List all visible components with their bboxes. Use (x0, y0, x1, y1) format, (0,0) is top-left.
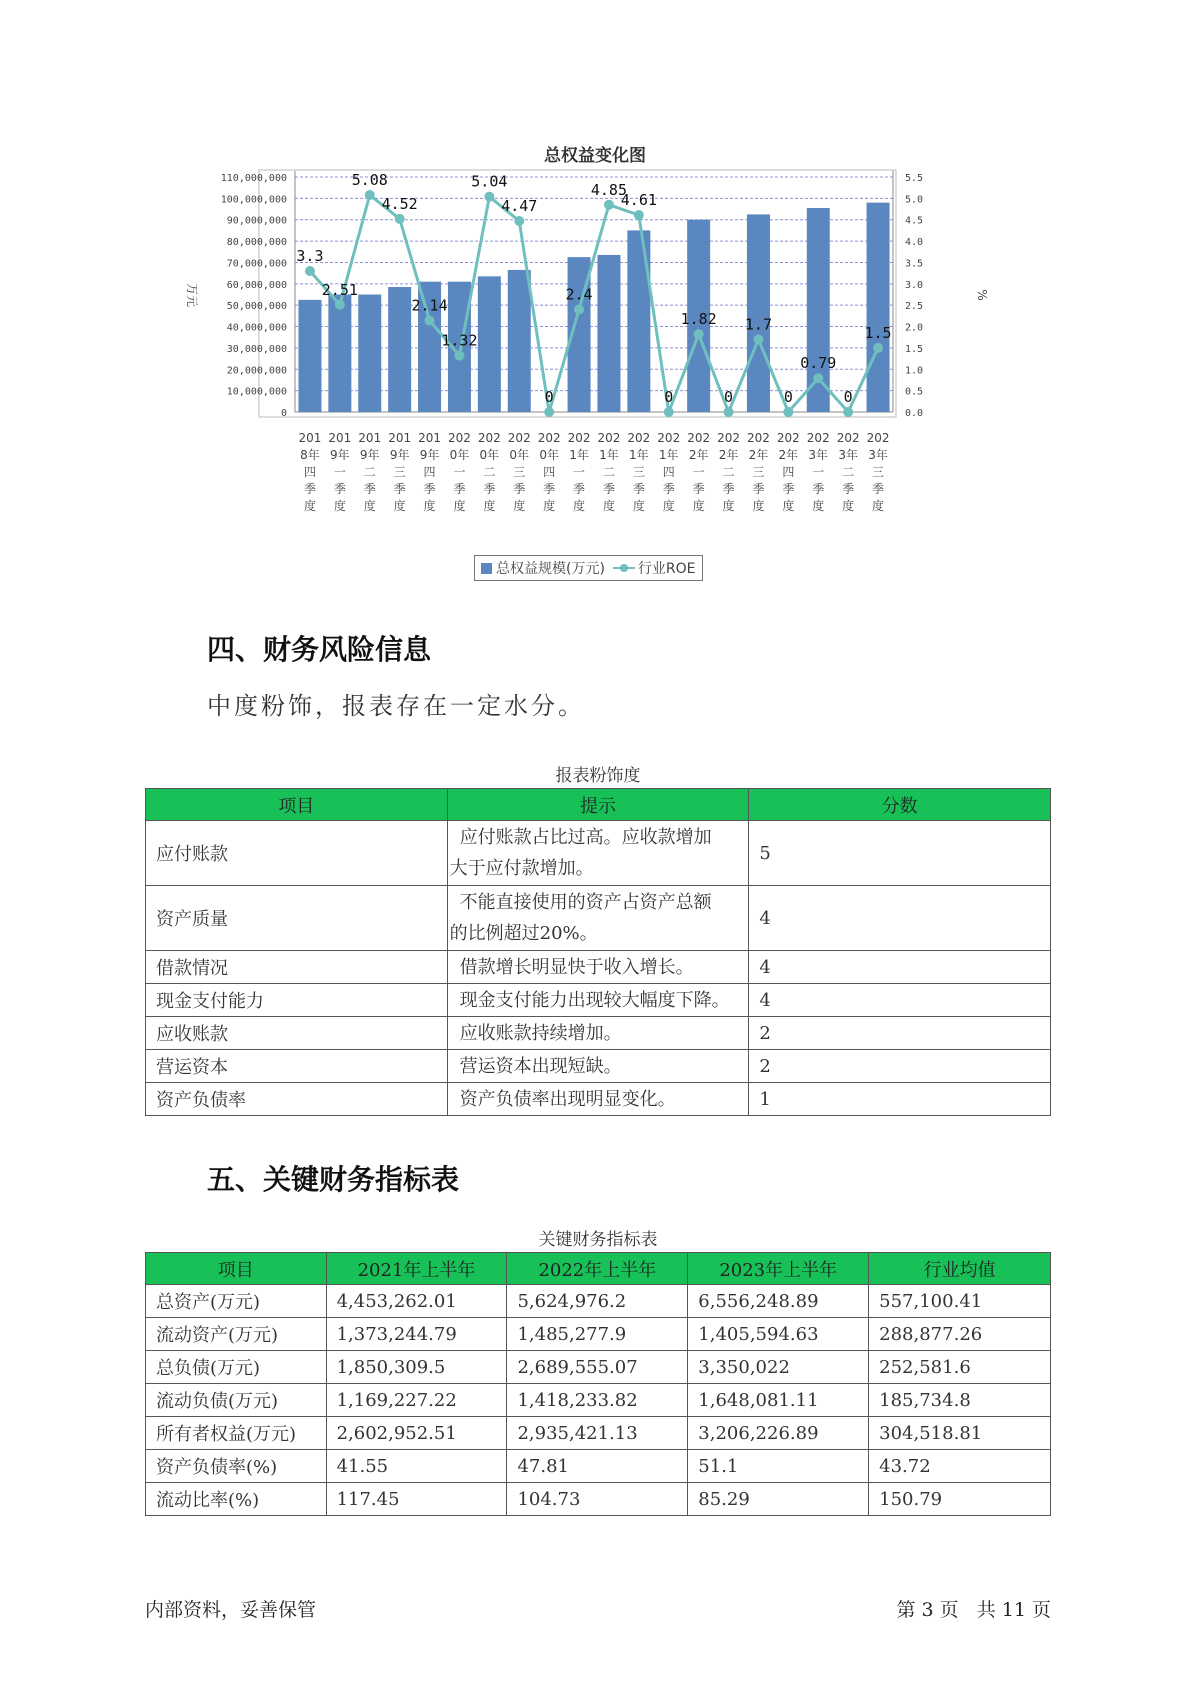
item-cell: 流动资产(万元) (146, 1318, 327, 1351)
roe-point (753, 334, 763, 344)
x-tick-label: 201 9年二季度 (358, 431, 382, 513)
value-cell: 2,602,952.51 (326, 1417, 507, 1450)
value-cell: 2,935,421.13 (507, 1417, 688, 1450)
y-tick-label: 80,000,000 (226, 237, 287, 249)
item-cell: 所有者权益(万元) (146, 1417, 327, 1450)
y-tick-label: 60,000,000 (226, 279, 287, 291)
hint-line: 应收账款持续增加。 (459, 1022, 622, 1044)
item-cell: 资产质量 (146, 886, 448, 951)
roe-point (664, 407, 674, 417)
bar (298, 300, 321, 412)
roe-point (574, 304, 584, 314)
y-tick-label: 0 (280, 408, 287, 419)
y-tick-label: 50,000,000 (226, 301, 287, 313)
y2-tick-label: 0.5 (905, 386, 924, 398)
hint-line: 的比例超过20%。 (449, 923, 598, 944)
value-cell: 6,556,248.89 (688, 1285, 869, 1318)
y2-tick-label: 4.5 (905, 215, 924, 227)
value-cell: 3,350,022 (688, 1351, 869, 1384)
hint-cell (447, 984, 749, 1017)
hint-cell (447, 1083, 749, 1116)
hint-cell (447, 1050, 749, 1083)
value-cell: 1,418,233.82 (507, 1384, 688, 1417)
bar (597, 255, 620, 412)
roe-data-label: 5.04 (471, 172, 508, 191)
table-row (146, 1450, 1051, 1483)
y-tick-label: 20,000,000 (226, 365, 287, 377)
x-tick-label: 202 0年一季度 (447, 431, 471, 513)
equity-chart (160, 135, 1030, 595)
value-cell: 5,624,976.2 (507, 1285, 688, 1318)
y2-tick-label: 4.0 (905, 237, 924, 249)
roe-data-label: 1.7 (744, 315, 772, 334)
table-row (146, 821, 1051, 886)
value-cell: 1,405,594.63 (688, 1318, 869, 1351)
roe-point (425, 316, 435, 326)
roe-point (873, 343, 883, 353)
table-row (146, 1083, 1051, 1116)
bar (478, 276, 501, 412)
score-cell: 4 (749, 886, 1051, 951)
y-tick-label: 110,000,000 (220, 173, 287, 184)
roe-data-label: 0 (843, 388, 853, 406)
value-cell: 3,206,226.89 (688, 1417, 869, 1450)
roe-point (544, 407, 554, 417)
value-cell: 1,485,277.9 (507, 1318, 688, 1351)
bar (388, 287, 411, 412)
table-row (146, 1285, 1051, 1318)
roe-data-label: 0.79 (800, 354, 837, 373)
item-cell: 应收账款 (146, 1017, 448, 1050)
y-tick-label: 90,000,000 (226, 215, 287, 227)
value-cell: 288,877.26 (869, 1318, 1051, 1351)
hint-line: 大于应付款增加。 (449, 858, 594, 879)
roe-point (783, 407, 793, 417)
x-tick-label: 202 3年一季度 (806, 431, 830, 513)
x-tick-label: 202 1年二季度 (597, 431, 621, 513)
item-cell: 总资产(万元) (146, 1285, 327, 1318)
table-row (146, 1384, 1051, 1417)
y2-tick-label: 1.5 (905, 343, 924, 355)
table-row (146, 1483, 1051, 1516)
value-cell: 304,518.81 (869, 1417, 1051, 1450)
roe-point (724, 407, 734, 417)
indicator-table-caption: 关键财务指标表 (538, 1230, 658, 1250)
legend-bar-swatch (481, 563, 492, 574)
y-tick-label: 70,000,000 (226, 258, 287, 270)
item-cell: 资产负债率(%) (146, 1450, 327, 1483)
roe-data-label: 0 (783, 388, 793, 406)
chart-legend (474, 555, 703, 581)
item-cell: 应付账款 (146, 821, 448, 886)
value-cell: 252,581.6 (869, 1351, 1051, 1384)
header-cell: 项目 (146, 789, 448, 821)
hint-line: 营运资本出现短缺。 (459, 1055, 622, 1077)
hint-cell (447, 821, 749, 886)
y2-tick-label: 5.0 (905, 194, 924, 206)
value-cell: 47.81 (507, 1450, 688, 1483)
value-cell: 557,100.41 (869, 1285, 1051, 1318)
hint-cell (447, 886, 749, 951)
hint-line: 应付账款占比过高。应收款增加 (459, 827, 712, 848)
value-cell: 150.79 (869, 1483, 1051, 1516)
item-cell: 现金支付能力 (146, 984, 448, 1017)
table-row (146, 984, 1051, 1017)
value-cell: 2,689,555.07 (507, 1351, 688, 1384)
roe-data-label: 5.08 (351, 170, 388, 189)
value-cell: 1,373,244.79 (326, 1318, 507, 1351)
y2-tick-label: 3.0 (905, 279, 924, 291)
roe-data-label: 4.61 (620, 191, 657, 210)
roe-data-label: 0 (544, 388, 554, 406)
roe-point (604, 200, 614, 210)
roe-data-label: 1.32 (441, 331, 478, 350)
value-cell: 185,734.8 (869, 1384, 1051, 1417)
item-cell: 流动负债(万元) (146, 1384, 327, 1417)
value-cell: 4,453,262.01 (326, 1285, 507, 1318)
roe-point (843, 407, 853, 417)
risk-table (145, 788, 1051, 1116)
table-row (146, 886, 1051, 951)
hint-cell (447, 951, 749, 984)
table-row (146, 1050, 1051, 1083)
y2-tick-label: 1.0 (905, 365, 924, 377)
item-cell: 资产负债率 (146, 1083, 448, 1116)
x-tick-label: 202 2年四季度 (776, 431, 800, 513)
bar (744, 214, 772, 412)
header-cell: 2023年上半年 (688, 1253, 869, 1285)
y2-axis-label: % (975, 289, 989, 301)
table-row (146, 1351, 1051, 1384)
x-tick-label: 202 1年四季度 (657, 431, 681, 513)
x-tick-label: 202 0年三季度 (507, 431, 531, 513)
y-tick-label: 10,000,000 (226, 386, 287, 398)
legend-line-label: 行业ROE (637, 561, 696, 577)
score-cell: 2 (749, 1050, 1051, 1083)
item-cell: 流动比率(%) (146, 1483, 327, 1516)
hint-line: 资产负债率出现明显变化。 (459, 1088, 676, 1110)
header-cell: 提示 (447, 789, 749, 821)
roe-point (634, 210, 644, 220)
x-tick-label: 202 2年三季度 (746, 431, 770, 513)
value-cell: 51.1 (688, 1450, 869, 1483)
value-cell: 85.29 (688, 1483, 869, 1516)
chart-title: 总权益变化图 (544, 146, 646, 166)
hint-line: 现金支付能力出现较大幅度下降。 (459, 989, 730, 1011)
score-cell: 1 (749, 1083, 1051, 1116)
chart-plot (160, 135, 1030, 555)
roe-data-label: 0 (664, 388, 674, 406)
header-cell: 行业均值 (869, 1253, 1051, 1285)
roe-data-label: 4.47 (501, 197, 538, 216)
value-cell: 1,850,309.5 (326, 1351, 507, 1384)
value-cell: 43.72 (869, 1450, 1051, 1483)
hint-cell (447, 1017, 749, 1050)
value-cell: 41.55 (326, 1450, 507, 1483)
score-cell: 2 (749, 1017, 1051, 1050)
roe-data-label: 1.82 (680, 310, 717, 329)
hint-line: 不能直接使用的资产占资产总额 (459, 892, 712, 913)
table-row (146, 1417, 1051, 1450)
value-cell: 1,169,227.22 (326, 1384, 507, 1417)
y2-tick-label: 2.0 (905, 322, 924, 334)
roe-data-label: 2.14 (411, 296, 448, 315)
table-row (146, 1017, 1051, 1050)
score-cell: 4 (749, 984, 1051, 1017)
bar (508, 270, 531, 412)
bar (328, 295, 351, 413)
value-cell: 1,648,081.11 (688, 1384, 869, 1417)
section-5-title: 五、关键财务指标表 (207, 1163, 460, 1196)
y2-tick-label: 5.5 (905, 173, 924, 184)
x-tick-label: 201 9年一季度 (328, 431, 352, 513)
roe-point (365, 190, 375, 200)
legend-line-swatch (613, 563, 635, 573)
risk-table-caption: 报表粉饰度 (555, 766, 641, 786)
x-tick-label: 202 3年二季度 (836, 431, 860, 513)
footer-page-number: 第 3 页 共 11 页 (896, 1599, 1051, 1621)
legend-bar-label: 总权益规模(万元) (496, 561, 605, 577)
y-tick-label: 40,000,000 (226, 322, 287, 334)
hint-line: 借款增长明显快于收入增长。 (459, 956, 694, 978)
roe-point (335, 300, 345, 310)
x-tick-label: 202 3年三季度 (866, 431, 890, 513)
y-tick-label: 100,000,000 (220, 194, 287, 206)
roe-point (454, 351, 464, 361)
value-cell: 104.73 (507, 1483, 688, 1516)
item-cell: 总负债(万元) (146, 1351, 327, 1384)
value-cell: 117.45 (326, 1483, 507, 1516)
item-cell: 营运资本 (146, 1050, 448, 1083)
x-tick-label: 202 1年三季度 (627, 431, 651, 513)
roe-point (305, 266, 315, 276)
roe-point (484, 192, 494, 202)
roe-data-label: 3.3 (296, 247, 324, 265)
header-cell: 项目 (146, 1253, 327, 1285)
table-row (146, 951, 1051, 984)
x-tick-label: 201 8年四季度 (298, 431, 322, 513)
x-tick-label: 202 2年二季度 (717, 431, 741, 513)
x-tick-label: 201 9年三季度 (388, 431, 412, 513)
score-cell: 5 (749, 821, 1051, 886)
roe-data-label: 4.85 (590, 180, 628, 199)
roe-data-label: 2.4 (565, 285, 593, 304)
indicator-table (145, 1252, 1051, 1516)
bar (864, 203, 892, 412)
roe-point (694, 329, 704, 339)
table-header-row (146, 789, 1051, 821)
roe-data-label: 4.52 (381, 194, 418, 213)
roe-data-label: 0 (724, 388, 734, 406)
roe-data-label: 1.5 (864, 323, 892, 342)
header-cell: 2021年上半年 (326, 1253, 507, 1285)
x-tick-label: 202 2年一季度 (687, 431, 711, 513)
y2-tick-label: 3.5 (905, 258, 924, 270)
table-header-row (146, 1253, 1051, 1285)
x-tick-label: 202 0年二季度 (477, 431, 501, 513)
item-cell: 借款情况 (146, 951, 448, 984)
roe-point (395, 214, 405, 224)
bar (627, 230, 650, 412)
y2-tick-label: 0.0 (905, 408, 924, 419)
header-cell: 2022年上半年 (507, 1253, 688, 1285)
roe-point (514, 216, 524, 226)
section-4-title: 四、财务风险信息 (207, 633, 432, 666)
footer-confidential: 内部资料，妥善保管 (145, 1599, 317, 1621)
bar (358, 295, 381, 413)
risk-summary: 中度粉饰，报表存在一定水分。 (207, 692, 585, 720)
roe-point (813, 373, 823, 383)
x-tick-label: 202 0年四季度 (537, 431, 561, 513)
roe-data-label: 2.51 (321, 280, 358, 299)
x-tick-label: 202 1年一季度 (567, 431, 591, 513)
score-cell: 4 (749, 951, 1051, 984)
y-tick-label: 30,000,000 (226, 343, 287, 355)
y2-tick-label: 2.5 (905, 301, 924, 313)
table-row (146, 1318, 1051, 1351)
header-cell: 分数 (749, 789, 1051, 821)
x-tick-label: 201 9年四季度 (418, 431, 442, 513)
y-axis-label: 万元 (185, 282, 199, 308)
